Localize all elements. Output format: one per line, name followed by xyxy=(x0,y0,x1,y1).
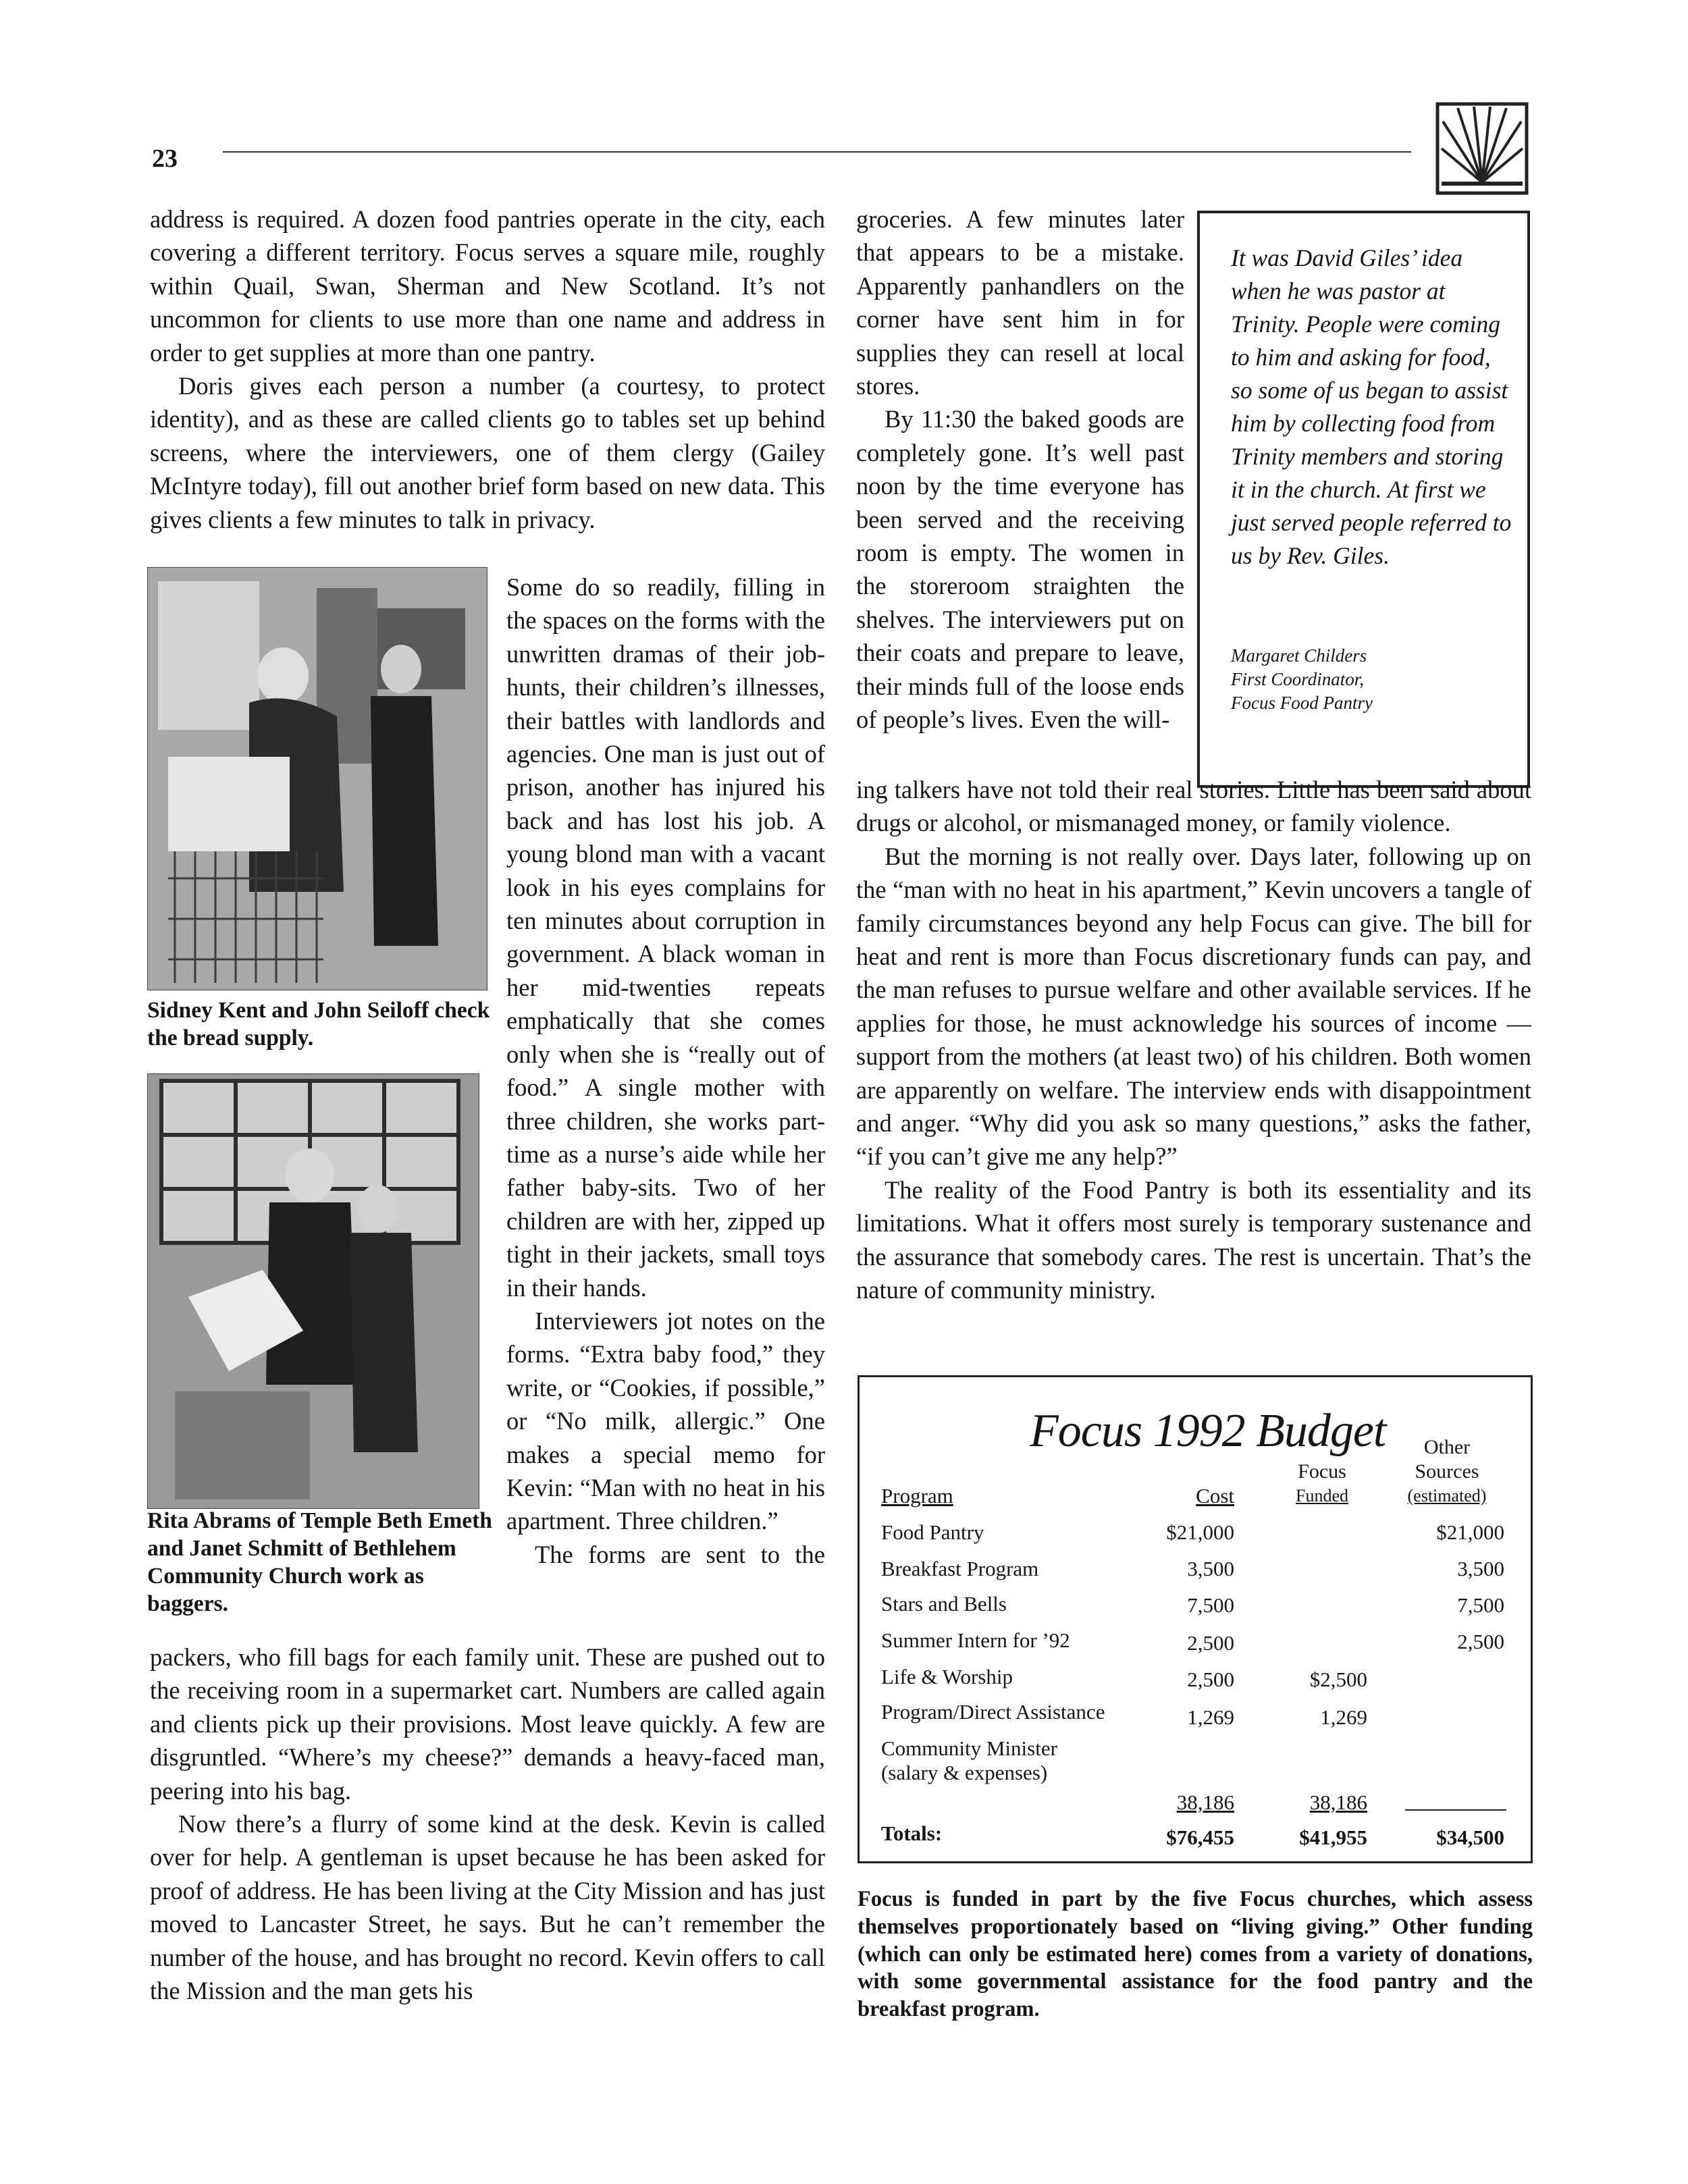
budget-program: Community Minister xyxy=(881,1736,1057,1760)
right-paragraph-4: The reality of the Food Pantry is both its essentiality and its limitations. What it offers most surely is temporary sustenance and the assurance that somebody cares. The rest is uncertain. That’s the nature of community ministry. xyxy=(856,1175,1531,1304)
budget-cost: 2,500 xyxy=(1187,1668,1234,1691)
budget-program: Stars and Bells xyxy=(881,1592,1007,1616)
left-column-top xyxy=(150,203,825,536)
budget-other: 3,500 xyxy=(1457,1557,1504,1580)
budget-cost: 3,500 xyxy=(1187,1557,1234,1580)
budget-table xyxy=(858,1375,1533,1863)
photo-caption-2: Rita Abrams of Temple Beth Emeth and Janet Schmitt of Bethlehem Community Church work as baggers. xyxy=(147,1508,492,1616)
pull-quote-name: Margaret Childers xyxy=(1231,645,1367,666)
budget-title: Focus 1992 Budget xyxy=(1030,1405,1386,1457)
header-cost: Cost xyxy=(1196,1484,1234,1508)
budget-cost: 38,186 xyxy=(1176,1790,1234,1814)
pull-quote-role: First Coordinator, xyxy=(1231,669,1365,689)
budget-other: 2,500 xyxy=(1457,1630,1504,1653)
budget-program: Summer Intern for ’92 xyxy=(881,1628,1070,1652)
budget-focus: 38,186 xyxy=(1309,1790,1367,1814)
budget-totals-label: Totals: xyxy=(881,1821,943,1845)
budget-cost: 7,500 xyxy=(1187,1593,1234,1617)
budget-program: Food Pantry xyxy=(881,1520,984,1544)
budget-total-focus: $41,955 xyxy=(1299,1826,1367,1849)
right-column-narrow xyxy=(856,203,1184,737)
right-paragraph-3: But the morning is not really over. Days later, following up on the “man with no heat in his apartment,” Kevin uncovers a tangle of family circumstances beyond any help Focus can give. The bill for heat and rent is more than Focus discretionary funds can pay, and the man refuses to pursue welfare and other available services. If he applies for those, he must acknowledge his sources of income — support from the mothers (at least two) of his children. Both women are apparently on welfare. The interview ends with disappointment and anger. “Why did you ask so many questions,” asks the father, “if you can’t give me any help?” xyxy=(856,842,1531,1171)
header-program: Program xyxy=(881,1484,953,1508)
photo-bread-supply xyxy=(147,567,487,990)
photo-baggers xyxy=(147,1073,479,1509)
budget-note: Focus is funded in part by the five Focus churches, which assess themselves proportionately based on “living giving.” Other funding (which can only be estimated here) comes from a variety of donations, with some governmental assistance for the food pantry and the breakfast program. xyxy=(858,1887,1533,2022)
budget-program: Program/Direct Assistance xyxy=(881,1700,1105,1724)
left-paragraph-4: Interviewers jot notes on the forms. “Extra baby food,” they write, or “Cookies, if possible,” or “No milk, allergic.” One makes a special memo for Kevin: “Man with no heat in his apartment. Three children.” xyxy=(506,1306,825,1535)
pull-quote-text: It was David Giles’ idea when he was pastor at Trinity. People were coming to him and asking for food, so some of us began to assist him by collecting food from Trinity members and storing it in the church. At first we just served people referred to us by Rev. Giles. xyxy=(1231,244,1512,569)
budget-total-other: $34,500 xyxy=(1436,1826,1504,1849)
budget-program: Breakfast Program xyxy=(881,1557,1039,1580)
left-paragraph-6: Now there’s a flurry of some kind at the desk. Kevin is called over for help. A gentleman is upset because he has been asked for proof of address. He has been living at the City Mission and has just moved to Lancaster Street, he says. But he can’t remember the number of the house, and has brought no record. Kevin offers to call the Mission and the man gets his xyxy=(150,1810,825,2005)
right-column-wide xyxy=(856,773,1531,1307)
photo-caption-1: Sidney Kent and John Seiloff check the bread supply. xyxy=(147,998,490,1050)
budget-program-detail: (salary & expenses) xyxy=(881,1761,1048,1784)
left-paragraph-1: address is required. A dozen food pantries operate in the city, each covering a different territory. Focus serves a square mile, roughly within Quail, Swan, Sherman and New Scotland. It’s not uncommon for clients to use more than one name and address in order to get supplies at more than one pantry. xyxy=(150,205,825,367)
left-paragraph-5: packers, who fill bags for each family unit. These are pushed out to the receiving room in a supermarket cart. Numbers are called again and clients pick up their provisions. Most leave quickly. A few are disgruntled. “Where’s my cheese?” demands a heavy-faced man, peering into his bag. xyxy=(150,1643,825,1805)
sunburst-logo-icon xyxy=(1435,101,1529,196)
right-paragraph-2-cont: ing talkers have not told their real stories. Little has been said about drugs or alcohol, or mismanaged money, or family violence. xyxy=(856,776,1531,837)
header-focus-funded: Focus Funded xyxy=(1296,1460,1348,1506)
budget-cost: 1,269 xyxy=(1187,1705,1234,1729)
budget-focus: $2,500 xyxy=(1309,1668,1367,1691)
budget-other: 7,500 xyxy=(1457,1593,1504,1617)
budget-program: Life & Worship xyxy=(881,1665,1013,1688)
left-paragraph-3: Some do so readily, filling in the spaces on the forms with the unwritten dramas of their job-hunts, their children’s illnesses, their battles with landlords and agencies. One man is just out of prison, another has injured his back and has lost his job. A young blond man with a vacant look in his eyes complains for ten minutes about corruption in government. A black woman in her mid-twenties repeats emphatically that she comes only when she is “really out of food.” A single mother with three children, she works part-time as a nurse’s aide while her father baby-sits. Two of her children are with her, zipped up tight in their jackets, small toys in their hands. xyxy=(506,573,825,1302)
pull-quote-org: Focus Food Pantry xyxy=(1231,693,1373,713)
header-rule xyxy=(223,151,1411,153)
budget-cost: 2,500 xyxy=(1187,1631,1234,1655)
budget-other: $21,000 xyxy=(1436,1520,1504,1544)
budget-other-rule xyxy=(1405,1809,1506,1811)
pull-quote-box xyxy=(1197,211,1530,788)
header-other-sources: Other Sources (estimated) xyxy=(1407,1436,1487,1506)
budget-cost: $21,000 xyxy=(1166,1520,1234,1544)
left-paragraph-2: Doris gives each person a number (a courtesy, to protect identity), and as these are called clients go to tables set up behind screens, where the interviewers, one of them clergy (Gailey McIntyre today), fill out another brief form based on new data. This gives clients a few minutes to talk in privacy. xyxy=(150,372,825,533)
right-paragraph-2: By 11:30 the baked goods are completely gone. It’s well past noon by the time everyone has been served and the receiving room is empty. The women in the storeroom straighten the shelves. The interviewers put on their coats and prepare to leave, their minds full of the loose ends of people’s lives. Even the will- xyxy=(856,405,1184,734)
left-column-wrap xyxy=(506,570,825,1571)
pull-quote-attribution xyxy=(1231,644,1373,715)
budget-focus: 1,269 xyxy=(1320,1705,1367,1729)
page-number: 23 xyxy=(152,144,178,173)
budget-total-cost: $76,455 xyxy=(1166,1826,1234,1849)
left-paragraph-5-head: The forms are sent to the xyxy=(535,1540,825,1568)
left-column-bottom xyxy=(150,1641,825,2007)
right-paragraph-1: groceries. A few minutes later that appears to be a mistake. Apparently panhandlers on the corner have sent him in for supplies they can resell at local stores. xyxy=(856,205,1184,400)
